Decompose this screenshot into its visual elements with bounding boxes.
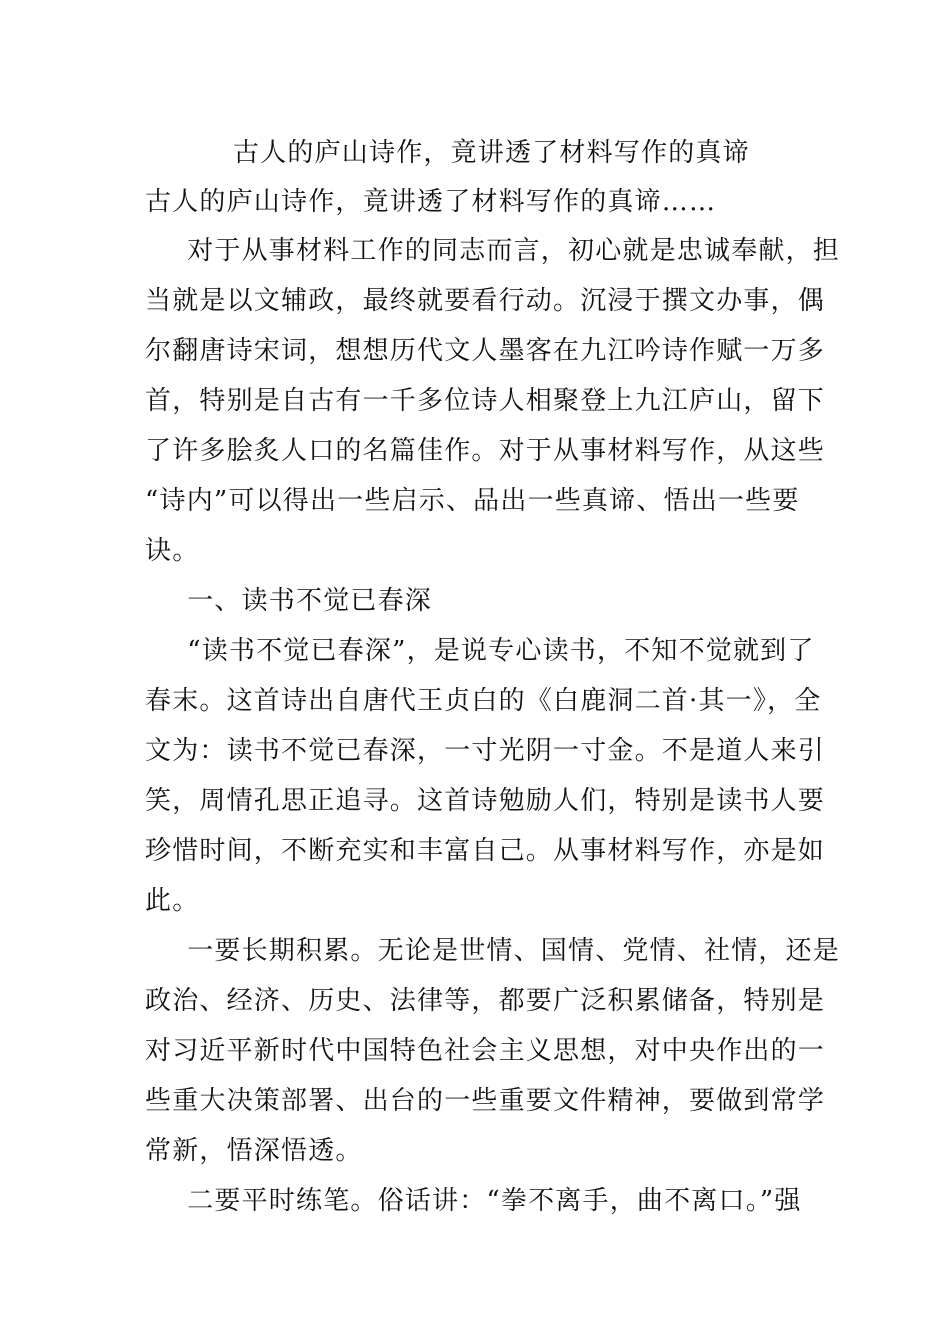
body-line: 文为：读书不觉已春深，一寸光阴一寸金。不是道人来引 [145,736,826,766]
body-line: 政治、经济、历史、法律等，都要广泛积累储备，特别是 [145,986,826,1016]
body-line: 当就是以文辅政，最终就要看行动。沉浸于撰文办事，偶 [145,286,826,316]
body-line: “读书不觉已春深”，是说专心读书，不知不觉就到了 [160,636,815,666]
body-line: 首，特别是自古有一千多位诗人相聚登上九江庐山，留下 [145,386,826,416]
body-line: 些重大决策部署、出台的一些重要文件精神，要做到常学 [145,1086,826,1116]
body-line: 珍惜时间，不断充实和丰富自己。从事材料写作，亦是如 [145,836,826,866]
body-line: 了许多脍炙人口的名篇佳作。对于从事材料写作，从这些 [145,436,826,466]
body-line: 常新，悟深悟透。 [145,1136,363,1166]
body-line: 尔翻唐诗宋词，想想历代文人墨客在九江吟诗作赋一万多 [145,336,826,366]
body-line: 二要平时练笔。俗话讲：“拳不离手，曲不离口。”强 [160,1186,802,1216]
body-line: 对于从事材料工作的同志而言，初心就是忠诚奉献，担 [160,236,841,266]
document-title: 古人的庐山诗作，竟讲透了材料写作的真谛 [233,138,750,168]
body-line: 诀。 [145,536,200,566]
body-line: 对习近平新时代中国特色社会主义思想，对中央作出的一 [145,1036,826,1066]
body-line: 春末。这首诗出自唐代王贞白的《白鹿洞二首·其一》，全 [145,686,822,716]
body-line: 笑，周情孔思正追寻。这首诗勉励人们，特别是读书人要 [145,786,826,816]
section-heading: 一、读书不觉已春深 [160,586,433,616]
document-subtitle: 古人的庐山诗作，竟讲透了材料写作的真谛…… [145,187,717,217]
body-line: “诗内”可以得出一些启示、品出一些真谛、悟出一些要 [145,486,800,516]
body-line: 一要长期积累。无论是世情、国情、党情、社情，还是 [160,936,841,966]
body-line: 此。 [145,886,200,916]
